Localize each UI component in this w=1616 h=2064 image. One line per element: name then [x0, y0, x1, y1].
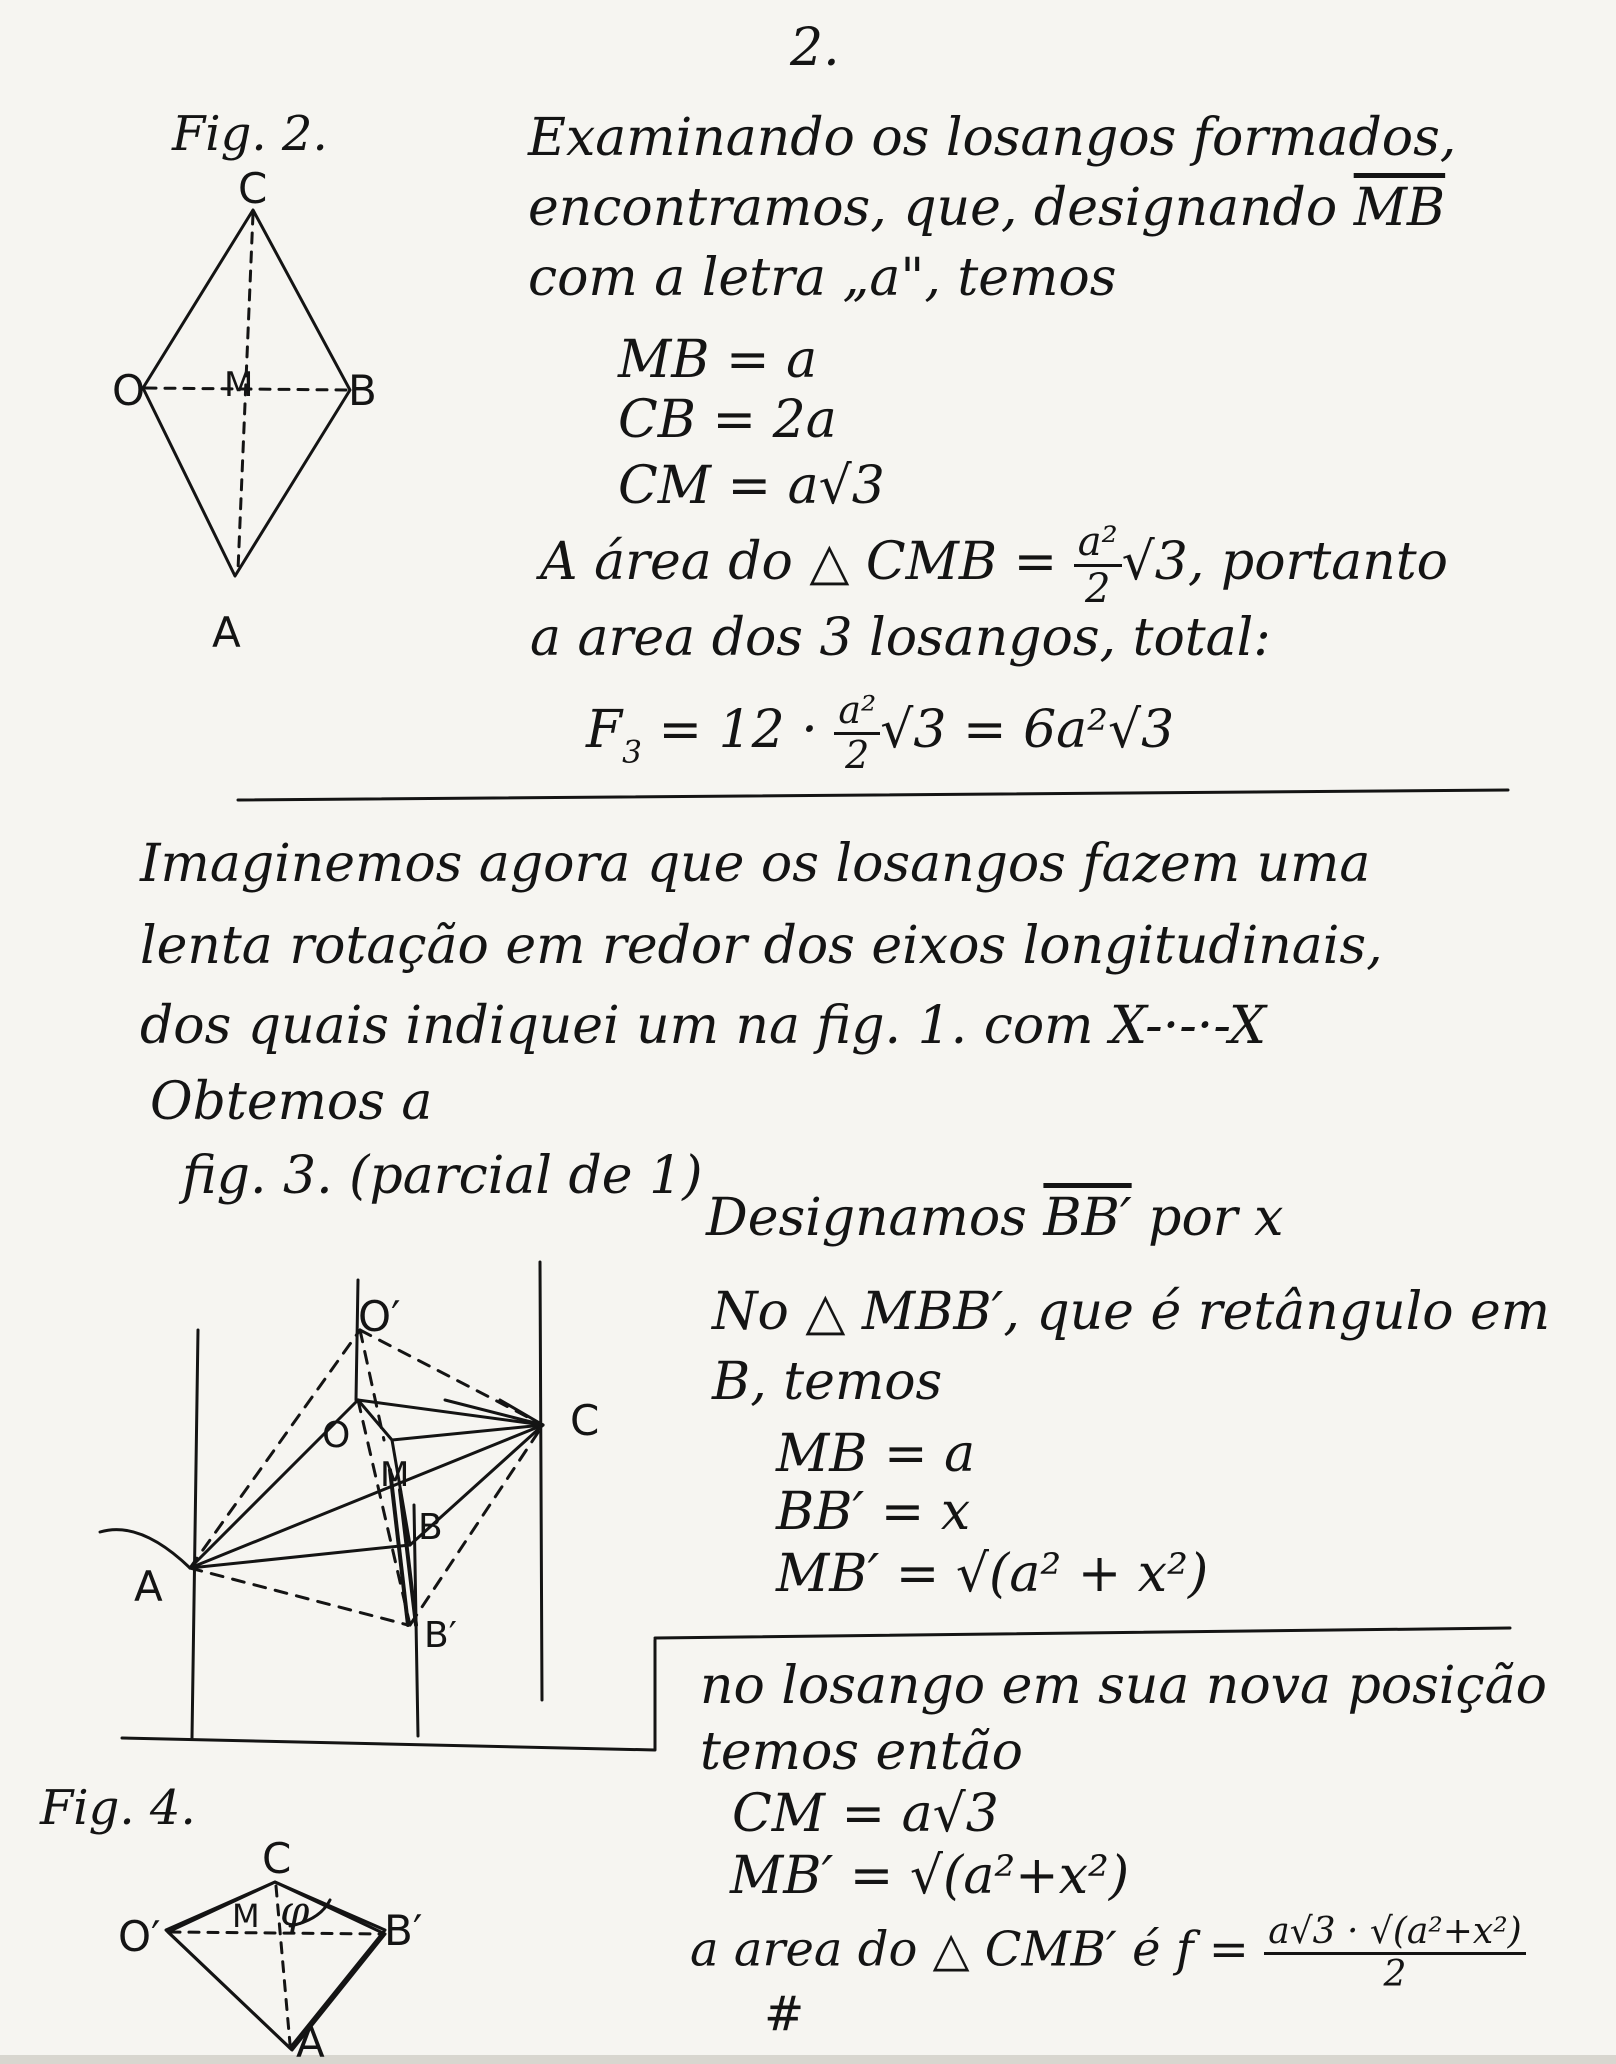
s4-area-line — [690, 1912, 1526, 1994]
s4-area-num: a√3 · √(a²+x²) — [1264, 1912, 1525, 1955]
s1-area-line — [540, 520, 1448, 611]
fig3-label-b: B — [418, 1507, 443, 1548]
fig4-label-b-prime: B′ — [384, 1906, 423, 1955]
fig4-label-c: C — [262, 1834, 292, 1883]
s1-eq3-text: CM = a — [618, 456, 819, 516]
fig3-label-b-prime: B′ — [424, 1615, 457, 1656]
s1-line2 — [528, 178, 1446, 238]
s1-area-frac — [1074, 520, 1122, 611]
fig2-caption: Fig. 2. — [172, 106, 328, 162]
fig4-label-phi: φ — [280, 1886, 310, 1935]
s4-mark: # — [764, 1986, 805, 2042]
s1-eq2: CB = 2a — [618, 390, 837, 450]
s3-eq1: MB = a — [776, 1424, 976, 1484]
separator-2 — [655, 1628, 1510, 1638]
fig3-label-m: M — [380, 1455, 410, 1495]
s2-line4: Obtemos a — [150, 1072, 433, 1132]
page-number: 2. — [790, 18, 840, 78]
s2-line1: Imaginemos agora que os losangos fazem uma — [140, 834, 1371, 894]
s1-eq1: MB = a — [618, 330, 818, 390]
fig4-caption: Fig. 4. — [40, 1780, 196, 1836]
s1-total-line: a area dos 3 losangos, total: — [530, 608, 1271, 668]
fig3-label-o-prime: O′ — [358, 1292, 401, 1341]
s1-line1: Examinando os losangos formados, — [528, 108, 1457, 168]
s2-line3: dos quais indiquei um na fig. 1. com X-·-·-X — [140, 996, 1267, 1056]
separator-1 — [238, 790, 1508, 800]
s1-f3-frac — [834, 690, 880, 777]
s3-eq3: MB′ = √(a² + x²) — [776, 1544, 1209, 1604]
s3-line3: B, temos — [712, 1352, 943, 1412]
s3-line1-pre: Designamos — [706, 1188, 1027, 1248]
s3-line1-bb: BB′ — [1043, 1188, 1132, 1248]
fig3-label-o: O — [322, 1415, 351, 1456]
s1-area-pre: A área do △ CMB = — [540, 532, 1058, 592]
s4-eq2: MB′ = √(a²+x²) — [730, 1846, 1130, 1906]
s1-f3-den: 2 — [845, 732, 870, 777]
s2-line2: lenta rotação em redor dos eixos longitudinais, — [140, 916, 1383, 976]
fig4-label-a: A — [296, 2018, 325, 2064]
fig4-label-o-prime: O′ — [118, 1912, 161, 1961]
s1-f3-eq-end: √3 — [1108, 699, 1175, 760]
fig4-label-m: M — [232, 1897, 260, 1935]
s3-eq2: BB′ = x — [776, 1482, 971, 1542]
fig2-label-c: C — [238, 164, 268, 213]
s4-area-frac — [1264, 1912, 1525, 1994]
s1-line3: com a letra „a", temos — [528, 248, 1117, 308]
s1-f3-sub: 3 — [622, 734, 642, 771]
s1-f3-eq-pre: = 12 · — [658, 699, 818, 760]
s1-area-post: , portanto — [1187, 532, 1448, 592]
fig3-drawing — [100, 1262, 543, 1738]
s4-line2: temos então — [700, 1722, 1023, 1782]
s1-line2-mb: $\overline{MB}$ — [1353, 178, 1446, 238]
s1-area-num: a² — [1074, 520, 1122, 567]
bottom-edge — [0, 2055, 1616, 2064]
fig2-label-m: M — [224, 365, 254, 405]
fig2-label-b: B — [348, 366, 377, 415]
fig3-label-c: C — [570, 1396, 600, 1445]
s4-line1: no losango em sua nova posição — [700, 1656, 1547, 1716]
s3-line1-post: por x — [1148, 1188, 1284, 1248]
s1-area-root: √3 — [1121, 532, 1188, 592]
s1-eq3 — [618, 456, 885, 516]
s4-eq1: CM = a√3 — [732, 1784, 999, 1844]
s1-f3-f: F — [586, 699, 623, 760]
s1-f3-eq-mid: √3 = 6a² — [880, 699, 1108, 760]
s3-line1 — [706, 1188, 1284, 1248]
s4-area-pre: a area do △ CMB′ é f = — [690, 1921, 1249, 1978]
s1-line2-text: encontramos, que, designando — [528, 178, 1338, 238]
fig3-label-a: A — [134, 1562, 163, 1611]
fig4-rhombus — [166, 1882, 385, 2050]
s1-eq3-root: √3 — [818, 456, 885, 516]
fig3-caption: fig. 3. (parcial de 1) — [182, 1146, 703, 1206]
s1-f3-num: a² — [834, 690, 880, 735]
fig2-label-o: O — [112, 366, 146, 415]
s4-area-den: 2 — [1383, 1953, 1407, 1995]
fig2-label-a: A — [212, 608, 241, 657]
s1-area-den: 2 — [1084, 566, 1111, 612]
s1-f3-line — [586, 690, 1174, 777]
s3-line2: No △ MBB′, que é retângulo em — [712, 1282, 1551, 1342]
bracket-box — [122, 1640, 655, 1750]
